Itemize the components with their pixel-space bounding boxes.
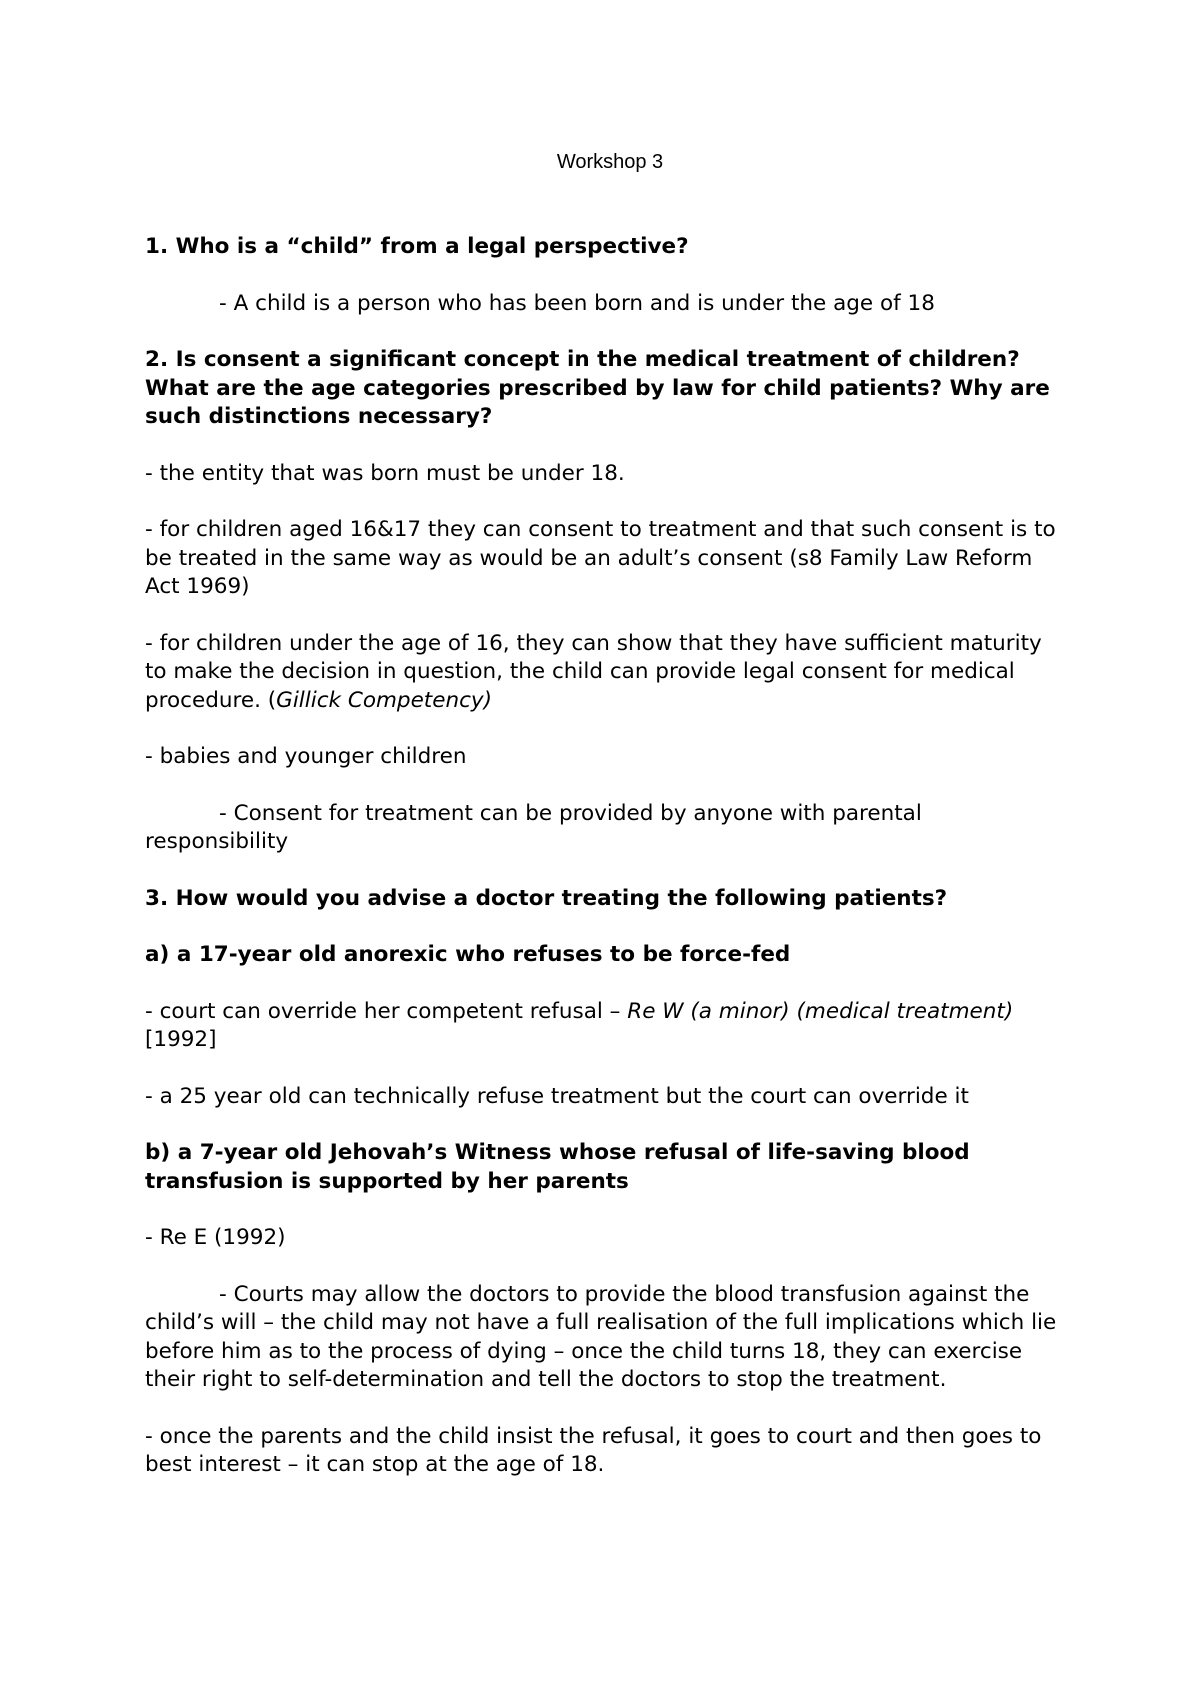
question-2: 2. Is consent a significant concept in the medical treatment of children? What are the age categories prescribed by law for child patients? Why are such distinctions necessary? bbox=[145, 347, 1050, 429]
answer-3a-1 bbox=[145, 998, 1065, 1055]
answer-2-5: - Consent for treatment can be provided by anyone with parental responsibility bbox=[145, 800, 922, 854]
answer-2-3-text: - for children under the age of 16, they can show that they have sufficient maturity to make the decision in question, the child can provide legal consent for medical procedure. ( bbox=[145, 630, 1042, 713]
answer-3b-2: - Courts may allow the doctors to provide the blood transfusion against the child’s will – the child may not have a full realisation of the full implications which lie before him as to the process of dying – once the child turns 18, they can exercise their right to self-determination and tell the doctors to stop the treatment. bbox=[145, 1281, 1057, 1392]
answer-2-4: - babies and younger children bbox=[145, 744, 467, 769]
answer-3b-3: - once the parents and the child insist the refusal, it goes to court and then goes to best interest – it can stop at the age of 18. bbox=[145, 1423, 1042, 1477]
question-3a-heading: a) a 17-year old anorexic who refuses to be force-fed bbox=[145, 942, 791, 967]
re-w-case: Re W (a minor) (medical treatment) bbox=[627, 998, 1014, 1024]
answer-2-1: - the entity that was born must be under 18. bbox=[145, 460, 625, 486]
question-1: 1. Who is a “child” from a legal perspective? bbox=[145, 234, 689, 259]
answer-1: - A child is a person who has been born and is under the age of 18 bbox=[219, 290, 935, 316]
answer-3a-2: - a 25 year old can technically refuse treatment but the court can override it bbox=[145, 1083, 969, 1109]
answer-3b-1: - Re E (1992) bbox=[145, 1225, 286, 1250]
document-title: Workshop 3 bbox=[556, 151, 664, 173]
answer-2-2: - for children aged 16&17 they can consent to treatment and that such consent is to be treated in the same way as would be an adult’s consent (s8 Family Law Reform Act 1969) bbox=[145, 517, 1056, 599]
re-w-year: [1992] bbox=[145, 1027, 217, 1052]
answer-2-3 bbox=[145, 630, 1065, 716]
question-3b-heading: b) a 7-year old Jehovah’s Witness whose refusal of life-saving blood transfusion is supported by her parents bbox=[145, 1140, 970, 1194]
document-body bbox=[145, 233, 1065, 1508]
gillick-competency-case: Gillick Competency) bbox=[276, 687, 493, 713]
answer-3a-1-text: - court can override her competent refusal – bbox=[145, 998, 628, 1024]
question-3: 3. How would you advise a doctor treating the following patients? bbox=[145, 885, 948, 911]
